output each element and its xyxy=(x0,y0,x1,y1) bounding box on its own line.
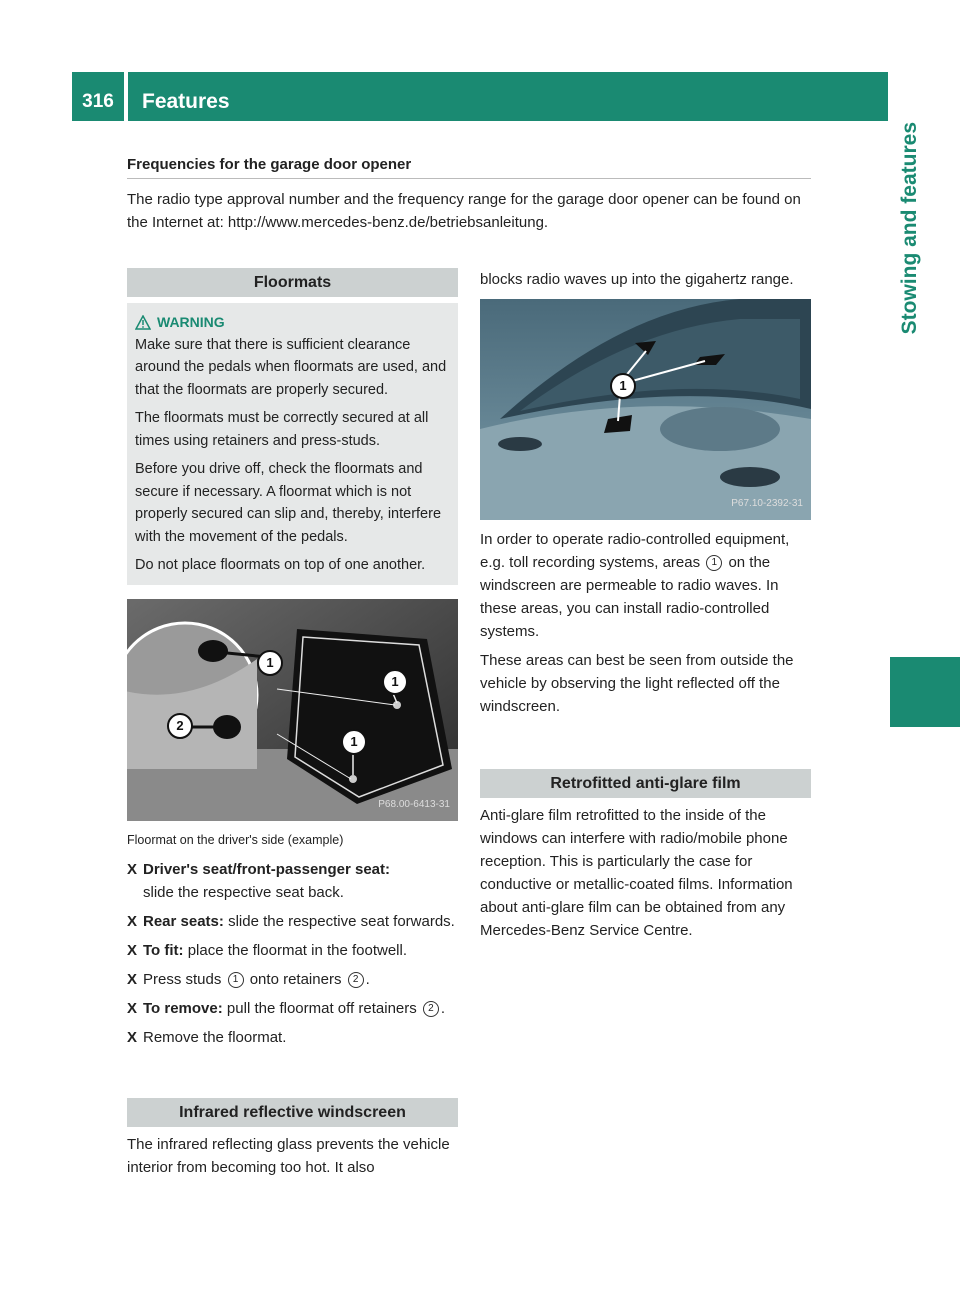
step-marker: X xyxy=(127,860,138,878)
step-text: onto retainers xyxy=(249,970,342,988)
step-item: X To remove: pull the floormat off retainers 2 . xyxy=(127,997,458,1020)
side-tab-label: Stowing and features xyxy=(898,122,921,335)
warning-icon xyxy=(135,315,151,330)
step-bold: To fit: xyxy=(143,941,184,959)
warning-box xyxy=(127,303,458,585)
floormat-photo xyxy=(127,599,458,821)
side-tab xyxy=(880,122,940,642)
figure-caption: Floormat on the driver's side (example) xyxy=(127,832,344,847)
callout-ref-1: 1 xyxy=(228,972,244,988)
warning-paragraph: Before you drive off, check the floormats and secure if necessary. A floormat which is not properly secured can slip and, thereby, interfere with the movement of the pedals. xyxy=(135,461,442,545)
side-tab-marker xyxy=(890,657,960,727)
frequencies-heading: Frequencies for the garage door opener xyxy=(127,156,811,179)
step-bold: Rear seats: xyxy=(143,912,224,930)
warning-title xyxy=(135,311,452,334)
windscreen-text: In order to operate radio-controlled equipment, e.g. toll recording systems, areas xyxy=(480,531,790,571)
step-marker: X xyxy=(127,970,138,988)
callout-ref-2: 2 xyxy=(348,972,364,988)
left-column xyxy=(127,268,458,1055)
antiglare-section xyxy=(480,769,811,948)
floormat-illustration xyxy=(127,599,458,821)
step-text: slide the respective seat back. xyxy=(143,883,344,901)
step-text: slide the respective seat forwards. xyxy=(228,912,455,930)
page-number: 316 xyxy=(72,72,124,121)
step-bold: To remove: xyxy=(143,999,223,1017)
warning-title-text: WARNING xyxy=(157,314,225,330)
step-item xyxy=(127,939,458,962)
windscreen-photo xyxy=(480,299,811,520)
step-marker: X xyxy=(127,999,138,1017)
callout-1: 1 xyxy=(341,729,367,755)
step-text: Remove the floormat. xyxy=(143,1028,287,1046)
page-title: Features xyxy=(128,72,888,121)
antiglare-heading: Retrofitted anti-glare film xyxy=(480,769,811,798)
warning-paragraph: The floormats must be correctly secured at all times using retainers and press-studs. xyxy=(135,410,429,449)
step-item xyxy=(127,858,458,904)
step-bold: Driver's seat/front-passenger seat: xyxy=(143,860,390,878)
infrared-heading: Infrared reflective windscreen xyxy=(127,1098,458,1127)
callout-1: 1 xyxy=(610,373,636,399)
callout-2: 2 xyxy=(167,713,193,739)
image-code: P68.00-6413-31 xyxy=(378,798,450,810)
step-item xyxy=(127,1026,458,1049)
infrared-body-continued: blocks radio waves up into the gigahertz range. xyxy=(480,271,794,288)
image-code: P67.10-2392-31 xyxy=(731,498,803,509)
step-text: place the floormat in the footwell. xyxy=(187,941,408,959)
callout-ref-1: 1 xyxy=(706,555,722,571)
step-text: pull the floormat off retainers xyxy=(226,999,417,1017)
step-item xyxy=(127,910,458,933)
step-item: X Press studs 1 onto retainers 2 . xyxy=(127,968,458,991)
step-marker: X xyxy=(127,912,138,930)
frequencies-body: The radio type approval number and the frequency range for the garage door opener can be found on the Internet at: http://www.mercedes-benz.de/betriebsanleitung. xyxy=(127,191,801,231)
floormats-heading: Floormats xyxy=(127,268,458,297)
infrared-body: The infrared reflecting glass prevents the vehicle interior from becoming too hot. It also xyxy=(127,1136,450,1176)
windscreen-paragraph: These areas can best be seen from outside the vehicle by observing the light reflected off the windscreen. xyxy=(480,652,794,715)
antiglare-body: Anti-glare film retrofitted to the inside of the windows can interfere with radio/mobile phone reception. This is particularly the case for conductive or metallic-coated films. Information about anti-glare film can be obtained from any Mercedes-Benz Service Centre. xyxy=(480,807,793,939)
callout-1: 1 xyxy=(382,669,408,695)
windscreen-paragraph xyxy=(480,528,811,643)
step-marker: X xyxy=(127,941,138,959)
infrared-section xyxy=(127,1098,458,1185)
step-text: Press studs xyxy=(143,970,222,988)
callout-ref-2: 2 xyxy=(423,1001,439,1017)
right-column xyxy=(480,268,811,724)
windscreen-illustration xyxy=(480,299,811,520)
step-marker: X xyxy=(127,1028,138,1046)
warning-paragraph: Make sure that there is sufficient clearance around the pedals when floormats are used, and that the floormats are properly secured. xyxy=(135,336,447,398)
warning-paragraph: Do not place floormats on top of one another. xyxy=(135,557,426,573)
windscreen-text: on the windscreen are permeable to radio waves. In these areas, you can install radio-controlled systems. xyxy=(480,554,779,640)
callout-1: 1 xyxy=(257,650,283,676)
